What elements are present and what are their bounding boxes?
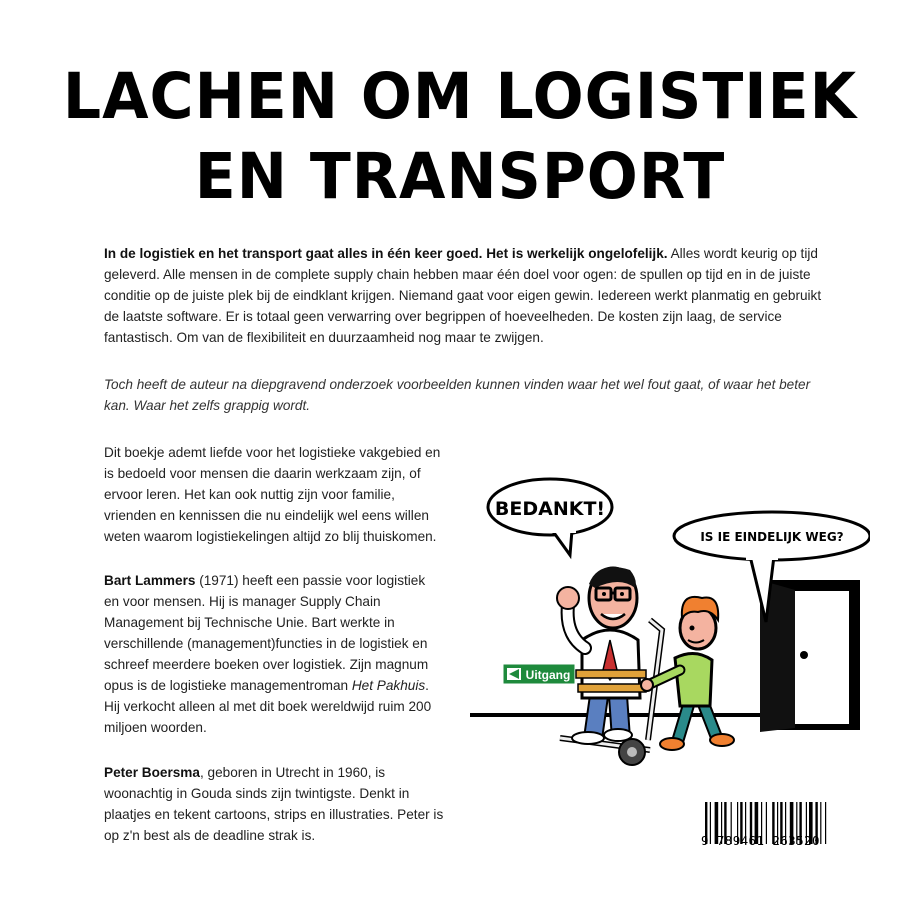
intro-paragraph: [104, 243, 834, 348]
author-bio-peter: [104, 762, 444, 846]
cartoon-illustration: [470, 470, 870, 770]
author1-text-b: . Hij verkocht alleen al met dit boek wereldwijd ruim 200 miljoen woorden.: [104, 678, 432, 735]
about-book-paragraph: Dit boekje ademt liefde voor het logistieke vakgebied en is bedoeld voor mensen die daarin werkzaam zijn, of ervoor leren. Het kan ook nuttig zijn voor familie, vrienden en kennissen die nu eindelijk wel eens willen weten waarom logistiekelingen altijd zo blij thuiskomen.: [104, 445, 441, 544]
open-door: [760, 580, 860, 732]
author2-text: , geboren in Utrecht in 1960, is woonachtig in Gouda sinds zijn twintigste. Denkt in plaatjes en tekent cartoons, strips en illustraties. Peter is op z'n best als de deadline strak is.: [104, 765, 444, 843]
title-line-1: LACHEN OM LOGISTIEK: [62, 60, 858, 134]
title-line-2: EN TRANSPORT: [194, 140, 726, 214]
author-bio-bart: [104, 570, 444, 738]
speech-bubble-bedankt: [488, 479, 612, 555]
isbn-number: 9 789461 263520: [701, 833, 820, 848]
exit-sign-text: Uitgang: [525, 668, 571, 682]
author1-text-a: (1971) heeft een passie voor logistiek en voor mensen. Hij is manager Supply Chain Management bij Technische Unie. Bart werkte in verschillende (management)functies in de logistiek en schreef meerdere boeken over logistiek. Zijn magnum opus is de logistieke managementroman: [104, 573, 429, 693]
bubble-1-text: BEDANKT!: [494, 498, 606, 520]
intro-text: Alles wordt keurig op tijd geleverd. Alle mensen in de complete supply chain hebben maar één doel voor ogen: de spullen op tijd en in de juiste conditie op de juiste plek bij de eindklant krijgen. Niemand gaat voor eigen gewin. Iedereen werkt planmatig en gebruikt de laatste software. Er is totaal geen verwarring over begrippen of hoeveelheden. De kosten zijn laag, de service fantastisch. Om van de flexibiliteit en duurzaamheid nog maar te zwijgen.: [104, 246, 822, 345]
author2-name: Peter Boersma: [104, 765, 200, 780]
author1-book-title: Het Pakhuis: [351, 678, 426, 693]
exit-sign: [503, 664, 575, 684]
bubble-2-text: IS IE EINDELIJK WEG?: [700, 530, 844, 544]
intro-bold: In de logistiek en het transport gaat alles in één keer goed. Het is werkelijk ongelofelijk.: [104, 246, 668, 261]
italic-paragraph: Toch heeft de auteur na diepgravend onderzoek voorbeelden kunnen vinden waar het wel fout gaat, of waar het beter kan. Waar het zelfs grappig wordt.: [104, 377, 811, 413]
author1-name: Bart Lammers: [104, 573, 196, 588]
